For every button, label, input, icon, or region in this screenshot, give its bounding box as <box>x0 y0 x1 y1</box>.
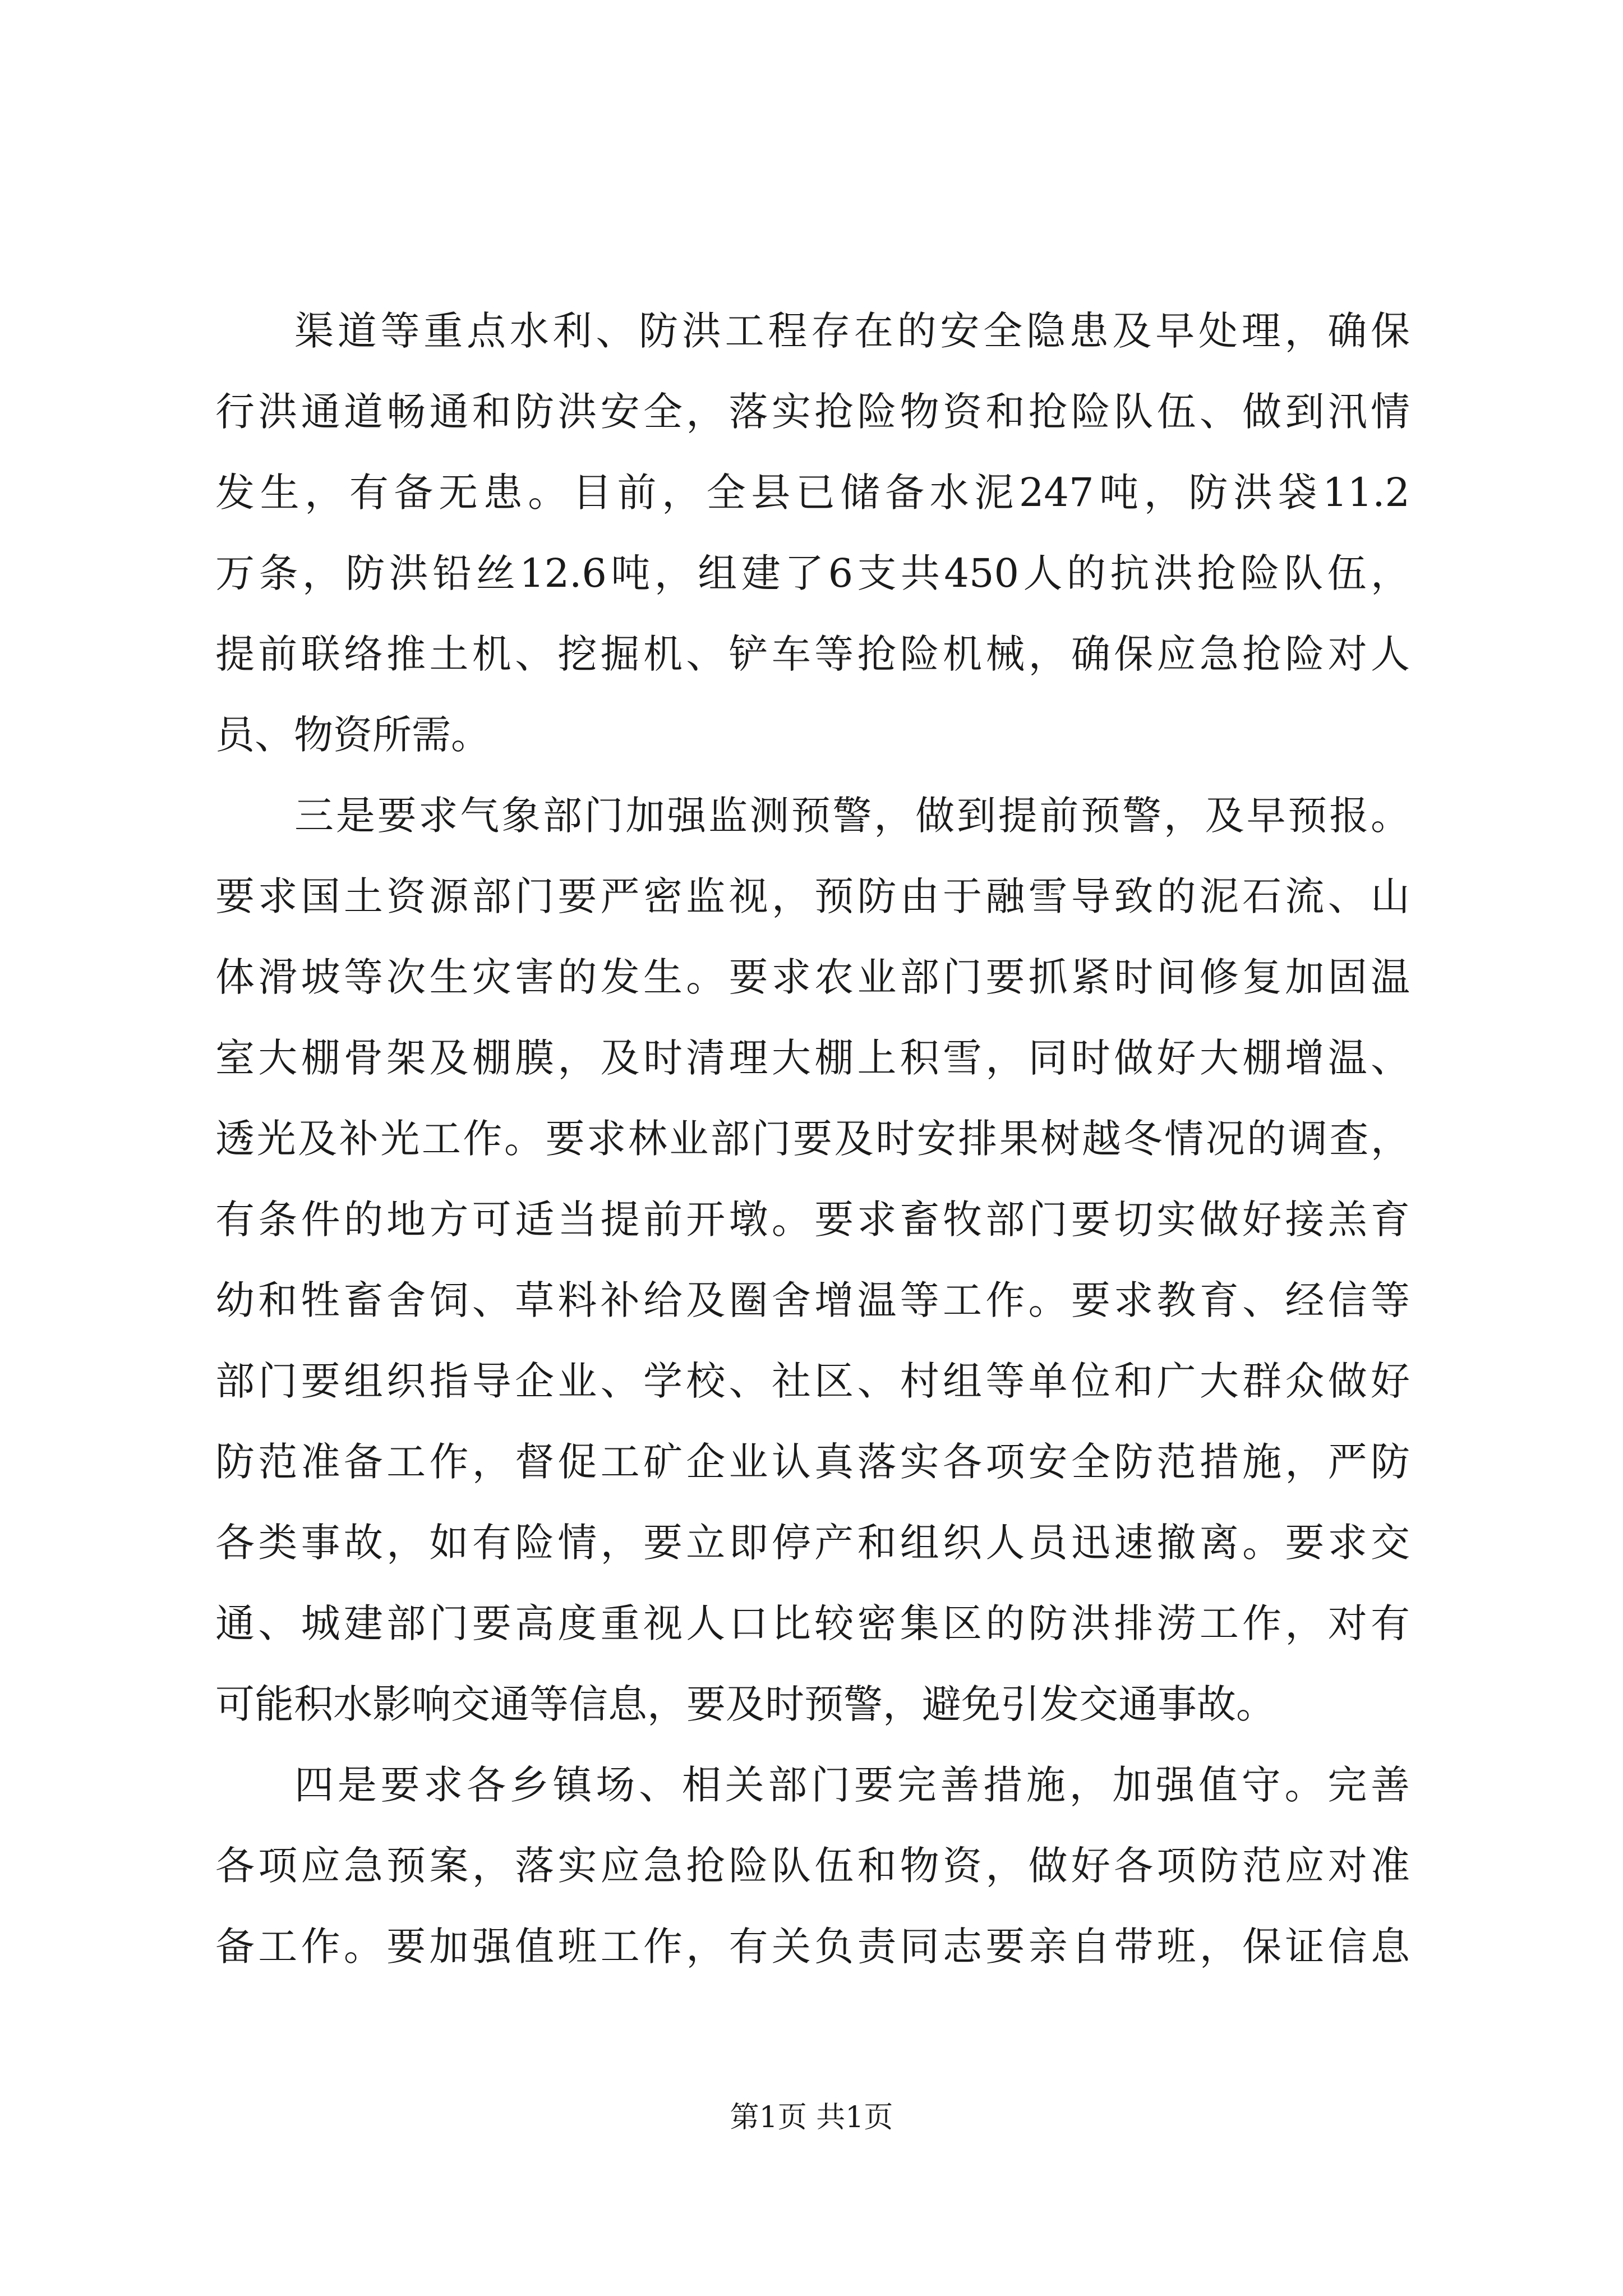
text-line: 备工作。要加强值班工作，有关负责同志要亲自带班，保证信息 <box>215 1924 1410 1970</box>
text-line: 三是要求气象部门加强监测预警，做到提前预警，及早预报。 <box>294 793 1410 839</box>
text-line: 透光及补光工作。要求林业部门要及时安排果树越冬情况的调查， <box>215 1116 1410 1162</box>
text-line: 万条，防洪铅丝12.6吨，组建了6支共450人的抗洪抢险队伍， <box>215 550 1410 596</box>
text-line: 提前联络推土机、挖掘机、铲车等抢险机械，确保应急抢险对人 <box>215 631 1410 677</box>
page-number-footer: 第1页 共1页 <box>730 2101 893 2134</box>
text-line: 行洪通道畅通和防洪安全，落实抢险物资和抢险队伍、做到汛情 <box>215 389 1410 435</box>
text-line: 通、城建部门要高度重视人口比较密集区的防洪排涝工作，对有 <box>215 1600 1410 1646</box>
text-line: 渠道等重点水利、防洪工程存在的安全隐患及早处理，确保 <box>294 308 1410 354</box>
text-line: 各类事故，如有险情，要立即停产和组织人员迅速撤离。要求交 <box>215 1520 1410 1566</box>
text-line: 体滑坡等次生灾害的发生。要求农业部门要抓紧时间修复加固温 <box>215 954 1410 1000</box>
text-line: 员、物资所需。 <box>215 712 490 758</box>
text-line: 发生，有备无患。目前，全县已储备水泥247吨，防洪袋11.2 <box>215 470 1410 516</box>
text-line: 可能积水影响交通等信息，要及时预警，避免引发交通事故。 <box>215 1681 1275 1727</box>
text-line: 要求国土资源部门要严密监视，预防由于融雪导致的泥石流、山 <box>215 873 1410 919</box>
text-line: 防范准备工作，督促工矿企业认真落实各项安全防范措施，严防 <box>215 1439 1410 1485</box>
text-line: 幼和牲畜舍饲、草料补给及圈舍增温等工作。要求教育、经信等 <box>215 1277 1410 1323</box>
text-line: 各项应急预案，落实应急抢险队伍和物资，做好各项防范应对准 <box>215 1843 1410 1889</box>
text-line: 四是要求各乡镇场、相关部门要完善措施，加强值守。完善 <box>294 1762 1410 1808</box>
text-line: 部门要组织指导企业、学校、社区、村组等单位和广大群众做好 <box>215 1358 1410 1404</box>
text-line: 有条件的地方可适当提前开墩。要求畜牧部门要切实做好接羔育 <box>215 1197 1410 1243</box>
text-line: 室大棚骨架及棚膜，及时清理大棚上积雪，同时做好大棚增温、 <box>215 1035 1410 1081</box>
